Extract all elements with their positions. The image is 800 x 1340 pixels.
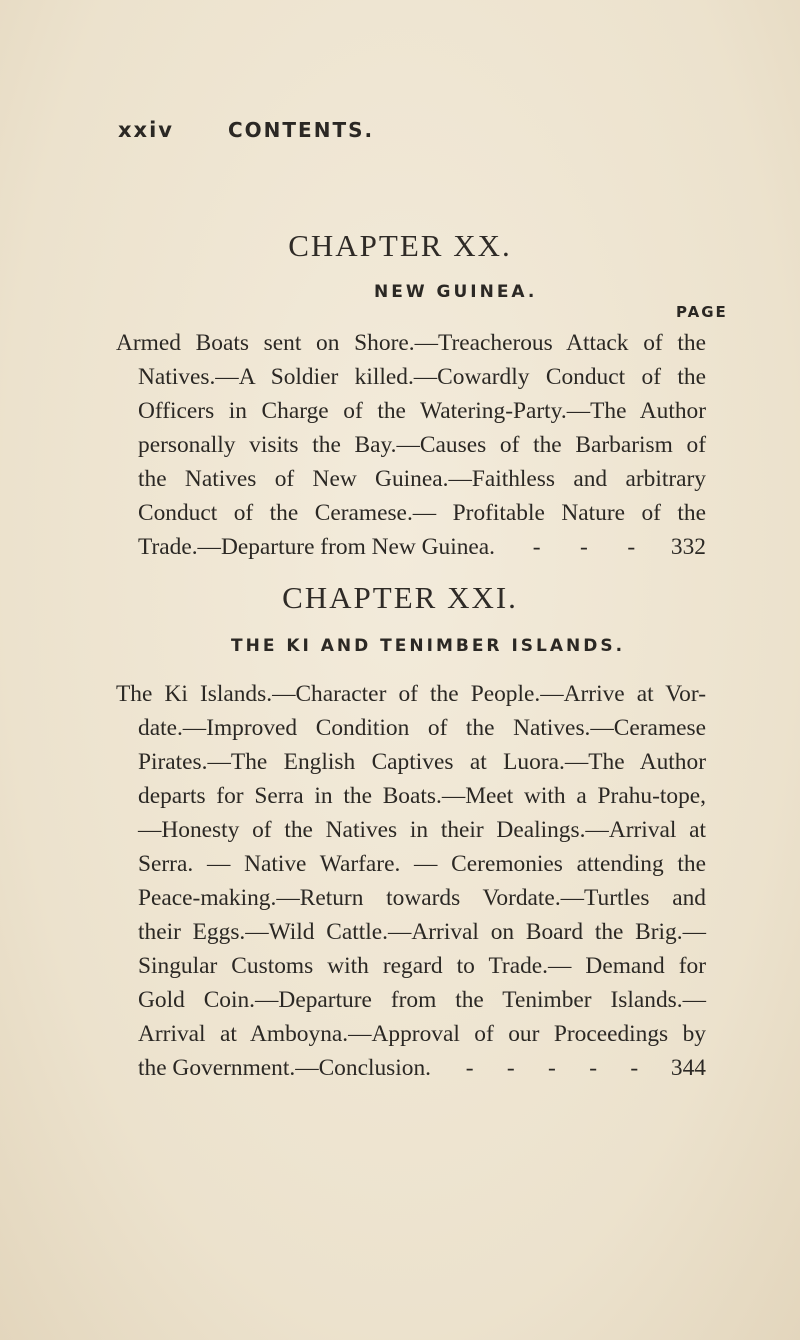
summary-line: the Government.—Conclusion.: [138, 1055, 431, 1081]
summary-line: their Eggs.—Wild Cattle.—Arrival on Board the Brig.—: [138, 919, 706, 945]
summary-line: departs for Serra in the Boats.—Meet with a Prahu-tope,: [138, 783, 706, 809]
chapter-xx-heading: CHAPTER XX.: [288, 228, 512, 263]
summary-line: date.—Improved Condition of the Natives.—Ceramese: [138, 715, 706, 741]
chapter-page-number: 344: [670, 1055, 706, 1081]
leader-dash: -: [589, 1055, 597, 1081]
summary-line: Conduct of the Ceramese.— Profitable Nature of the: [138, 500, 706, 526]
leader-dash: -: [630, 1055, 639, 1081]
summary-line: Pirates.—The English Captives at Luora.—The Author: [138, 749, 706, 775]
summary-line: Singular Customs with regard to Trade.— Demand for: [138, 953, 706, 979]
dot-leaders: [431, 1051, 665, 1085]
chapter-xxi-heading: CHAPTER XXI.: [282, 580, 518, 615]
summary-last-line: [116, 1051, 706, 1085]
leader-dash: -: [465, 1055, 474, 1081]
dot-leaders: [495, 530, 665, 564]
summary-last-line: [116, 530, 706, 564]
summary-line: Trade.—Departure from New Guinea.: [138, 534, 496, 560]
leader-dash: -: [548, 1055, 556, 1081]
summary-line: the Natives of New Guinea.—Faithless and arbitrary: [138, 466, 706, 492]
leader-dash: -: [627, 534, 636, 560]
summary-line: —Honesty of the Natives in their Dealings.—Arrival at: [138, 817, 706, 843]
chapter-page-number: 332: [670, 534, 706, 560]
summary-line: The Ki Islands.—Character of the People.—Arrive at Vor-: [116, 681, 706, 707]
chapter-xxi-subtitle: THE KI AND TENIMBER ISLANDS.: [231, 636, 626, 656]
chapter-xx-subtitle: NEW GUINEA.: [374, 282, 538, 302]
page-column-label: PAGE: [676, 303, 728, 321]
leader-dash: -: [506, 1055, 515, 1081]
summary-line: Armed Boats sent on Shore.—Treacherous Attack of the: [116, 330, 706, 356]
running-title: CONTENTS.: [228, 118, 375, 142]
summary-line: Natives.—A Soldier killed.—Cowardly Conduct of the: [138, 364, 706, 390]
summary-line: Peace-making.—Return towards Vordate.—Turtles and: [138, 885, 706, 911]
running-head: [118, 118, 678, 158]
summary-line: personally visits the Bay.—Causes of the Barbarism of: [138, 432, 706, 458]
page-number: xxiv: [118, 118, 174, 142]
summary-line: Gold Coin.—Departure from the Tenimber Islands.—: [138, 987, 706, 1013]
summary-line: Serra. — Native Warfare. — Ceremonies attending the: [138, 851, 706, 877]
chapter-xxi-summary: [116, 677, 706, 1085]
chapter-xx-summary: [116, 326, 706, 564]
summary-line: Arrival at Amboyna.—Approval of our Proceedings by: [138, 1021, 706, 1047]
summary-line: Officers in Charge of the Watering-Party.—The Author: [138, 398, 706, 424]
leader-dash: -: [580, 534, 588, 560]
leader-dash: -: [532, 534, 541, 560]
